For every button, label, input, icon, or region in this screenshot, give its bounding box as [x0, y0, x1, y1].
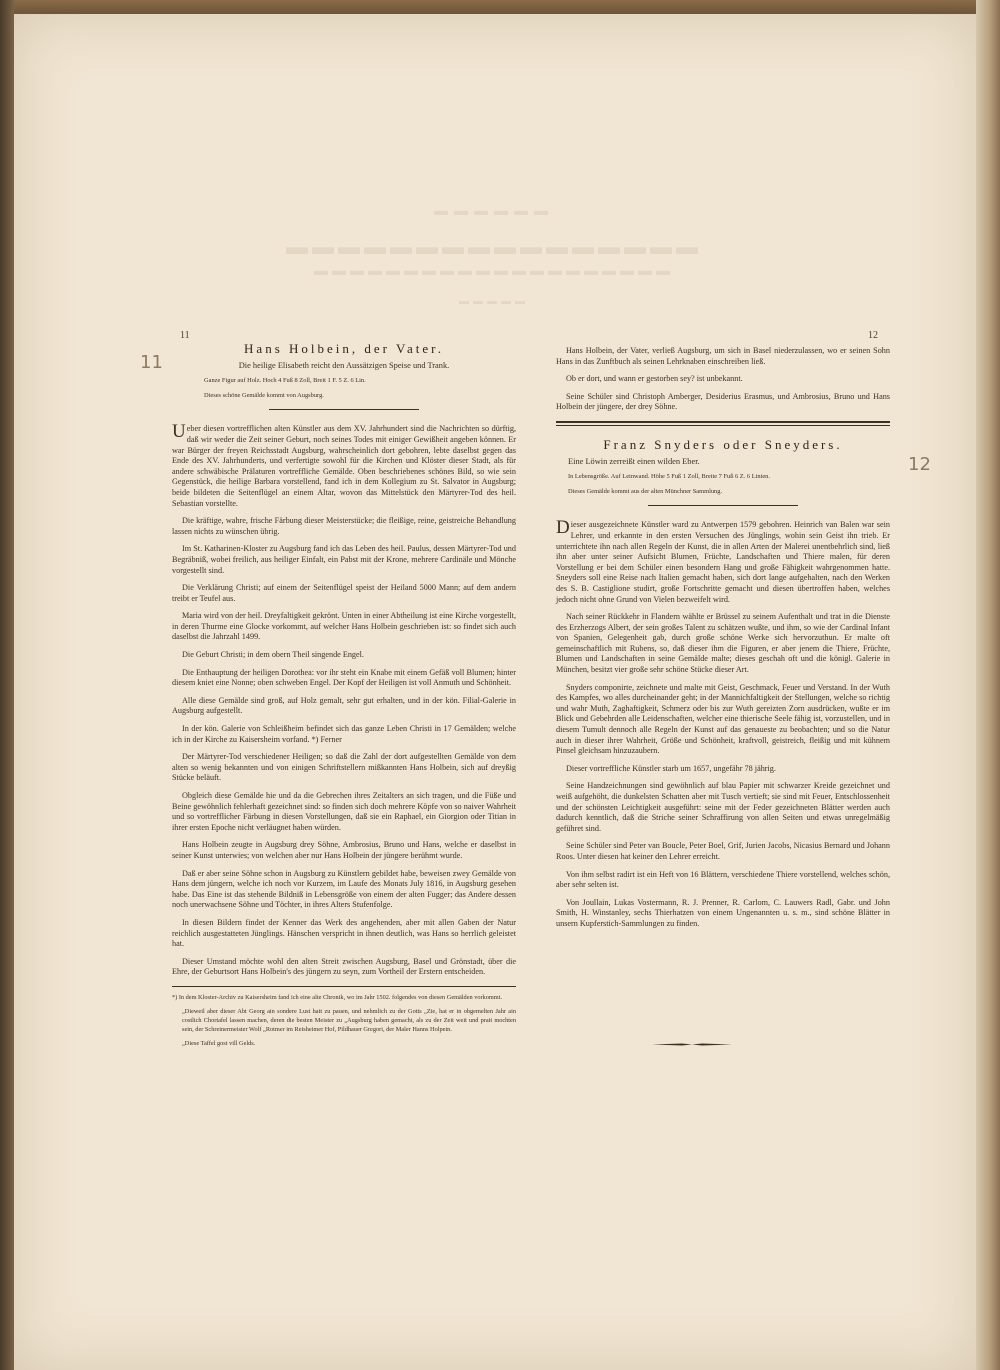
snyders-paragraph: Von ihm selbst radirt ist ein Heft von 16 Blättern, verschiedene Thiere vorstellend, welches schön, aber sehr selten ist. — [556, 869, 890, 890]
holbein-continuation: Hans Holbein, der Vater, verließ Augsburg, um sich in Basel niederzulassen, wo er seinen Sohn Hans in das Zunftbuch als seinen Lehrknaben einschreiben ließ. — [556, 346, 890, 366]
holbein-provenance: Dieses schöne Gemälde kommt von Augsburg. — [204, 391, 324, 399]
tail-ornament — [652, 1043, 732, 1046]
holbein-paragraph: Maria wird von der heil. Dreyfaltigkeit gekrönt. Unten in einer Abtheilung ist eine Kirche vorgestellt, in deren Thurme eine Glocke vorkommt, auf welcher Hans Holbein geschrieben ist: so findet sich auch daselbst die Jahrzahl 1499. — [172, 611, 516, 642]
holbein-continuation: Ob er dort, und wann er gestorben sey? ist unbekannt. — [566, 374, 743, 384]
holbein-continuation: Seine Schüler sind Christoph Amberger, Desiderius Erasmus, und Ambrosius, Bruno und Hans Holbein der jüngere, der drey Söhne. — [556, 391, 890, 412]
pencil-note-left: 11 — [140, 352, 163, 373]
snyders-paragraph: Dieser vortreffliche Künstler starb um 1657, ungefähr 78 jährig. — [566, 763, 776, 773]
holbein-paragraph: Obgleich diese Gemälde hie und da die Gebrechen ihres Zeitalters an sich tragen, und die Füße und Beine gewöhnlich fehlerhaft gezeichnet sind: so finden sich doch mehrere Köpfe von so naiver Wahrheit und so vortrefflicher Färbung in diesen Vorstellungen, daß sie ein Raphael, ein Giorgion oder Titian in ihrer ersten Epoche nicht verläugnet haben würden. — [172, 791, 516, 832]
section-rule — [648, 505, 798, 506]
pencil-note-right: 12 — [908, 454, 931, 475]
drop-cap: U — [172, 421, 186, 443]
holbein-subtitle: Die heilige Elisabeth reicht den Aussätzigen Speise und Trank. — [238, 360, 450, 370]
page-number-right: 12 — [868, 330, 878, 341]
snyders-paragraph: Seine Handzeichnungen sind gewöhnlich auf blau Papier mit schwarzer Kreide gezeichnet und weiß aufgehöht, die dunkelsten Schatten aber mit Tusch vertieft; sie sind mit Feuer, Entschlossenheit und der schönsten Leichtigkeit ausgeführt: seine mit der Feder gezeichneten Blätter werden auch dadurch kenntlich, daß die Striche seiner Schraffirung von allen Seiten und etwas unregelmäßig geführet sind. — [556, 781, 890, 833]
section-rule — [269, 409, 419, 410]
bleed-through-line: ▬▬▬▬▬▬▬▬▬▬▬▬▬▬▬▬▬▬▬▬ — [314, 264, 674, 279]
holbein-paragraph: Die Geburt Christi; in dem obern Theil singende Engel. — [182, 650, 364, 660]
holbein-paragraph: Daß er aber seine Söhne schon in Augsburg zu Künstlern gebildet habe, beweisen zwey Gemälde von Hans dem jüngern, welche ich noch vor Kurzem, im Laufe des Monats July 1816, in Augsburg gesehen habe. Das Eine ist das stehende Bildniß in Lebensgröße von einem der alten Fugger; das Andere dessen noch unerwachsene Söhne und Töchter, in ihres Alters Stufenfolge. — [172, 868, 516, 910]
holbein-dimensions: Ganze Figur auf Holz. Hoch 4 Fuß 8 Zoll, Breit 1 F. 5 Z. 6 Lin. — [204, 377, 366, 385]
snyders-dimensions: In Lebensgröße. Auf Leinwand. Höhe 5 Fuß 1 Zoll, Breite 7 Fuß 6 Z. 6 Linien. — [568, 473, 770, 481]
snyders-paragraph: Seine Schüler sind Peter van Boucle, Peter Boel, Grif, Jurien Jacobs, Nicasius Bernard und Johann Roos. Unter diesen hat keiner den Lehrer erreicht. — [556, 841, 890, 861]
snyders-paragraph: Dieser ausgezeichnete Künstler ward zu Antwerpen 1579 gebohren. Heinrich van Balen war sein Lehrer, und erkannte in den ersten Versuchen des Jünglings, wohin sein Geist ihn trieb. Er unterrichtete ihn nach allen Regeln der Kunst, die in allen Arten der Malerei unentbehrlich sind, ließ ihn aber unter seiner Aufsicht Blumen, Früchte, Landschaften und Thiere malen, für deren Vorstellung er bei dem Schüler einen besondern Hang und große Fähigkeit wahrgenommen hatte. Sneyders soll eine Reise nach Italien gemacht haben, sich dort lange aufgehalten, nach den Werken des S. B. Castiglione studirt, große Fortschritte gemacht und diesen übertroffen haben, welches jedoch nicht ohne Grund von Vielen bezweifelt wird. — [556, 517, 890, 604]
footnote — [172, 993, 516, 1048]
footnote-quote: „Diese Taffel gost vill Gelds. — [182, 1039, 256, 1047]
snyders-paragraph: Nach seiner Rückkehr in Flandern wählte er Brüssel zu seinem Aufenthalt und trat in die Dienste des Erzherzogs Albert, der sein großes Talent zu schätzen wußte, und ihm, so wie der Cardinal Infant von Spanien, Gelegenheit gab, durch große schöne Werke sich hervorzuthun. Er malte oft gemeinschaftlich mit Rubens, so, daß dieser ihm die Figuren, er aber jenem die Thiere, Früchte, Blumen und Landschaften in seine Gemälde malte; dieses geschah oft und die königl. Galerie in München, besitzt vier große sehr schöne Stücke dieser Art. — [556, 612, 890, 675]
footnote-rule — [172, 986, 516, 987]
bleed-through-line: ▬▬▬▬▬ — [459, 296, 529, 307]
holbein-paragraph: Der Märtyrer-Tod verschiedener Heiligen; so daß die Zahl der dort aufgestellten Gemälde von dem alten so wenig bekannten und von einigen Schriftstellern mißkannten Hans Holbein, sich auf dreyßig Stücke beläuft. — [172, 752, 516, 783]
holbein-paragraph: Im St. Katharinen-Kloster zu Augsburg fand ich das Leben des heil. Paulus, dessen Märtyrer-Tod und Begräbniß, wobei freilich, aus heiliger Einfalt, ein Pabst mit der Krone, mehrere Cardinäle und Mönche vorgestellt sind. — [172, 544, 516, 575]
holbein-title: Hans Holbein, der Vater. — [244, 341, 444, 356]
footnote-text: *) In dem Kloster-Archiv zu Kaisersheim fand ich eine alte Chronik, wo im Jahr 1502. folgendes von diesen Gemälden vorkommt. — [172, 993, 503, 1001]
right-column — [556, 346, 890, 937]
snyders-provenance: Dieses Gemälde kommt aus der alten Münchner Sammlung. — [568, 487, 723, 495]
page-edge — [976, 0, 1000, 1370]
page-number-left: 11 — [180, 330, 190, 341]
holbein-paragraph: In der kön. Galerie von Schleißheim befindet sich das ganze Leben Christi in 17 Gemälden; welche ich in der Kirche zu Kaisersheim vorfand. *) Ferner — [172, 724, 516, 744]
holbein-paragraph: Ueber diesen vortrefflichen alten Künstler aus dem XV. Jahrhundert sind die Nachrichten so dürftig, daß wir weder die Zeit seiner Geburt, noch seines Todes mit einiger Gewißheit angeben können. Er war Bürger der freyen Reichsstadt Augsburg, wahrscheinlich dort gebohren, lebte daselbst gegen das Ende des XV. Jahrhunderts, und verfertigte sowohl für die Kirchen und Klöster dieser Stadt, als für andere schwäbische Prälaturen vortreffliche Gemälde. Oben beschriebenes schönes Bild, so wie sein Gegenstück, die heilige Barbara vorstellend, fand ich in dem Kollegium zu St. Salvator in Augsburg; beide bildeten die Seitenflügel an einem Altar, wovon das Mittelstück den Märtyrer-Tod des heil. Sebastian vorstellte. — [172, 421, 516, 508]
holbein-paragraph: Dieser Umstand möchte wohl den alten Streit zwischen Augsburg, Basel und Grönstadt, über die Ehre, der Geburtsort Hans Holbein's des jüngern zu seyn, zum Vortheil der Erstern entscheiden. — [172, 956, 516, 977]
holbein-paragraph: Alle diese Gemälde sind groß, auf Holz gemalt, sehr gut erhalten, und in der kön. Filial-Galerie in Augsburg aufgestellt. — [172, 695, 516, 716]
bleed-through-line: ▬▬▬▬▬▬ — [434, 204, 554, 219]
footnote-quote: „Dieweil aber dieser Abt Georg ain sondere Lust hatt zu pauen, und nehmlich zu der Gotts „Zie, hat er in obgemelten Jahr ain costlich Chortafel lassen machen, deren die besten Meister zu „Augsburg haben gemacht, als zu der Zeit weit und prait mochten sein, der Schreinermeister Wolf „Rotmer im Reisheimer Hof, Pildhauer Gregori, der Maler Hanns Holpein. — [182, 1007, 516, 1033]
drop-cap: D — [556, 517, 570, 539]
snyders-paragraph: Von Joullain, Lukas Vostermann, R. J. Prenner, R. Carlom, C. Lauwers Radl, Gabr. und John Smith, H. Winstanley, sechs Thierhatzen von einem Ungenannten u. s. m., sind schöne Blätter in unsern Kupferstich-Sammlungen zu finden. — [556, 897, 890, 928]
holbein-paragraph: Die Enthauptung der heiligen Dorothea: vor ihr steht ein Knabe mit einem Gefäß voll Blumen; hinter diesem kniet eine Nonne; oben schweben Engel. Der Kopf der Heiligen ist voll Anmuth und Schönheit. — [172, 667, 516, 688]
bleed-through-line: ▬▬▬▬▬▬▬▬▬▬▬▬▬▬▬▬ — [286, 234, 702, 259]
holbein-paragraph: Die kräftige, wahre, frische Färbung dieser Meisterstücke; die fleißige, reine, geistreiche Behandlung lassen nichts zu wünschen übrig. — [172, 516, 516, 536]
snyders-title: Franz Snyders oder Sneyders. — [603, 436, 843, 452]
left-column — [172, 341, 516, 1053]
holbein-paragraph: Die Verklärung Christi; auf einem der Seitenflügel speist der Heiland 5000 Mann; auf dem andern treibt er Teufel aus. — [172, 583, 516, 603]
holbein-paragraph: Hans Holbein zeugte in Augsburg drey Söhne, Ambrosius, Bruno und Hans, welche er daselbst in seiner Kunst unterwies; von welchen aber nur Hans Holbein der jüngere berühmt wurde. — [172, 840, 516, 860]
section-divider — [556, 421, 890, 426]
binding-left-edge — [0, 0, 14, 1370]
snyders-subtitle: Eine Löwin zerreißt einen wilden Eber. — [568, 456, 700, 466]
holbein-paragraph: In diesen Bildern findet der Kenner das Werk des angehenden, aber mit allen Gaben der Natur reichlich ausgestatteten Jünglings. Hänschen verspricht in ihnen deutlich, was Hans so herrlich geleistet hat. — [172, 917, 516, 949]
snyders-paragraph: Snyders componirte, zeichnete und malte mit Geist, Geschmack, Feuer und Verstand. In der Wuth des Kampfes, wo alles durcheinander geht; in der Mannichfaltigkeit der Stellungen, welche so richtig und wahr Muth, Zaghaftigkeit, Schmerz oder bis zur Wuth gereizten Zorn ausdrücken, wußte er im Blick und Gebehrden alle Leidenschaften, welcher eine thierische Seele fähig ist, vorzustellen, und in diesem Tumult dennoch alle Regeln der Kunst auf das genaueste zu beobachten; und so die Natur auch in dieser ihrer Wahrheit, Größe und Schönheit, kraftvoll, geistreich, fleißig und mit kühnem Pinsel gleichsam hinzuzaubern. — [556, 682, 890, 756]
